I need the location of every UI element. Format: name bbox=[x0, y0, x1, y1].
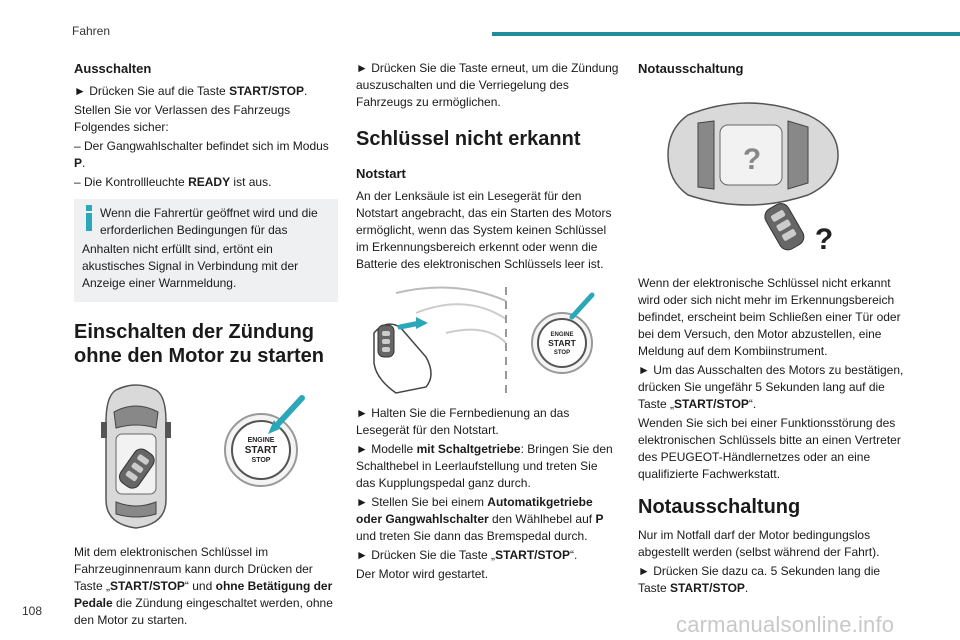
paragraph: ► Modelle mit Schaltgetriebe: Bringen Sie den Schalthebel in Leerlaufstellung und treten Sie das Kupplungspedal ganz durch. bbox=[356, 442, 613, 490]
engine-start-stop-button-icon bbox=[225, 398, 302, 486]
watermark: carmanualsonline.info bbox=[676, 612, 895, 637]
steering-column-icon bbox=[396, 288, 506, 343]
figure-ignition bbox=[74, 382, 338, 532]
column-2 bbox=[356, 56, 620, 585]
engine-start-stop-button-icon bbox=[532, 295, 592, 373]
section-title: Fahren bbox=[72, 24, 111, 38]
svg-text:START: START bbox=[548, 338, 576, 348]
paragraph: An der Lenksäule ist ein Lesegerät für den Notstart angebracht, das ein Starten des Motors ermöglicht, wenn das System keinen Schlüssel im Erkennungsbereich erkennt oder wenn die Batterie des elektronischen Schlüssels leer ist. bbox=[356, 189, 612, 271]
car-top-view-icon bbox=[668, 103, 838, 205]
paragraph: ► Halten Sie die Fernbedienung an das Lesegerät für den Notstart. bbox=[356, 406, 570, 437]
svg-text:STOP: STOP bbox=[553, 350, 571, 356]
paragraph: ► Drücken Sie die Taste erneut, um die Zündung auszuschalten und die Verriegelung des Fahrzeugs zu ermöglichen. bbox=[356, 61, 619, 109]
car-key-question-illustration bbox=[638, 85, 904, 255]
heading-ausschalten: Ausschalten bbox=[74, 61, 152, 76]
key-fob-icon bbox=[762, 200, 808, 253]
heading-notstart: Notstart bbox=[356, 166, 406, 181]
question-mark-icon: ? bbox=[814, 223, 834, 255]
info-icon bbox=[84, 205, 94, 233]
car-key-illustration bbox=[74, 382, 338, 532]
info-note bbox=[74, 199, 338, 302]
hand-with-key-icon bbox=[374, 317, 431, 393]
paragraph: ► Drücken Sie dazu ca. 5 Sekunden lang die Taste START/STOP. bbox=[638, 564, 881, 595]
paragraph: ► Drücken Sie auf die Taste START/STOP. bbox=[74, 84, 308, 98]
paragraph: Mit dem elektronischen Schlüssel im Fahrzeuginnenraum kann durch Drücken der Taste „START/STOP“ und ohne Betätigung der Pedale die Zündung eingeschaltet werden, ohne den Motor zu starten. bbox=[74, 545, 333, 627]
svg-text:ENGINE: ENGINE bbox=[247, 437, 275, 444]
paragraph: Der Motor wird gestartet. bbox=[356, 567, 489, 581]
svg-text:?: ? bbox=[742, 143, 762, 176]
figure-key-not-found bbox=[638, 85, 904, 255]
svg-text:START: START bbox=[244, 445, 278, 456]
paragraph: Wenden Sie sich bei einer Funktionsstörung des elektronischen Schlüssels bitte an einen Vertreter des PEUGEOT-Händlernetzes oder an eine qualifizierte Fachwerkstatt. bbox=[638, 416, 901, 481]
paragraph: ► Stellen Sie bei einem Automatikgetriebe oder Gangwahlschalter den Wählhebel auf P und treten Sie dann das Bremspedal durch. bbox=[356, 495, 604, 543]
column-3 bbox=[638, 56, 904, 599]
paragraph: Stellen Sie vor Verlassen des Fahrzeugs Folgendes sicher: bbox=[74, 103, 291, 134]
list-item: – Der Gangwahlschalter befindet sich im Modus P. bbox=[74, 139, 329, 170]
paragraph: Nur im Notfall darf der Motor bedingungslos abgestellt werden (selbst während der Fahrt). bbox=[638, 528, 880, 559]
svg-text:ENGINE: ENGINE bbox=[550, 332, 574, 338]
heading-notausschaltung: Notausschaltung bbox=[638, 61, 744, 76]
paragraph: ► Um das Ausschalten des Motors zu bestätigen, drücken Sie ungefähr 5 Sekunden lang auf die Taste „START/STOP“. bbox=[638, 363, 904, 411]
note-text: Wenn die Fahrertür geöffnet wird und die erforderlichen Bedingungen für das bbox=[100, 206, 318, 237]
paragraph: ► Drücken Sie die Taste „START/STOP“. bbox=[356, 548, 578, 562]
header-accent-bar bbox=[492, 32, 960, 36]
paragraph: Wenn der elektronische Schlüssel nicht erkannt wird oder sich nicht mehr im Erkennungsbereich befindet, erscheint beim Schließen einer Tür oder bei dem Versuch, den Motor abzustellen, eine Meldung auf dem Kombiinstrument. bbox=[638, 276, 901, 358]
heading-key-not-detected: Schlüssel nicht erkannt bbox=[356, 128, 581, 150]
svg-text:STOP: STOP bbox=[251, 457, 271, 464]
emergency-start-illustration bbox=[356, 283, 620, 397]
note-text: Anhalten nicht erfüllt sind, ertönt ein akustisches Signal in Verbindung mit der Anzeige einer Warnmeldung. bbox=[82, 242, 299, 290]
heading-notausschaltung-2: Notausschaltung bbox=[638, 496, 801, 518]
page-number: 108 bbox=[22, 604, 43, 618]
heading-ignition: Einschalten der Zündung ohne den Motor zu starten bbox=[74, 321, 324, 367]
column-1 bbox=[74, 56, 338, 631]
list-item: – Die Kontrollleuchte READY ist aus. bbox=[74, 175, 272, 189]
figure-emergency-start bbox=[356, 283, 620, 397]
